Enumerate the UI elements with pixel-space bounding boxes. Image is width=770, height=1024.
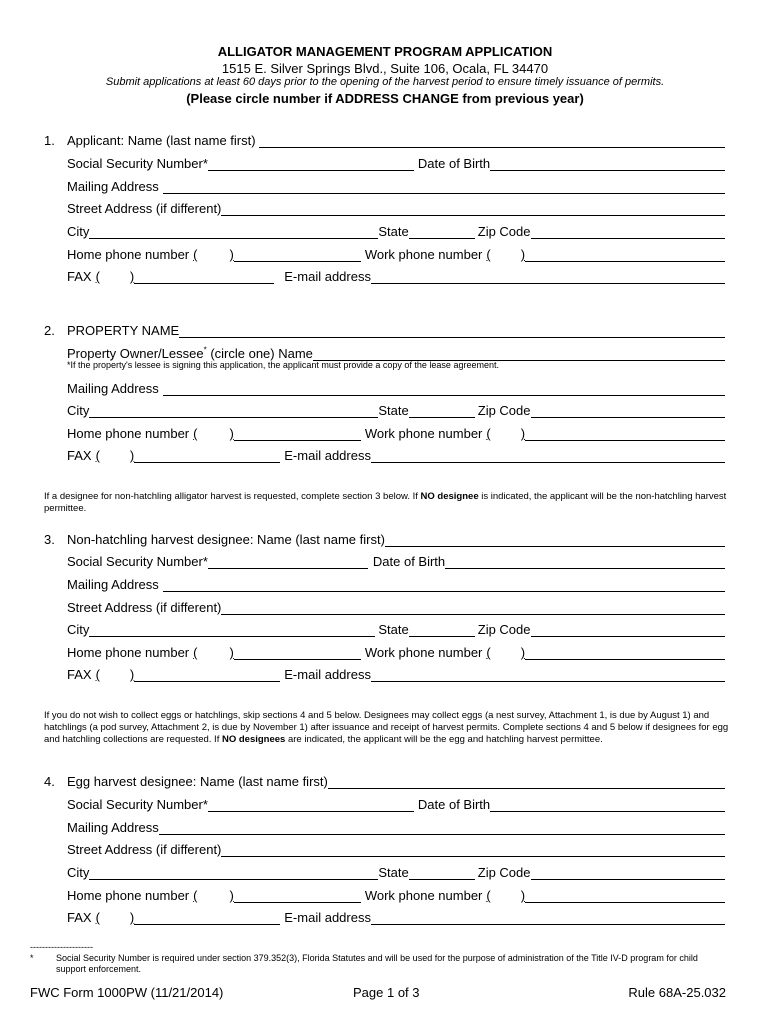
- s4-city-row: [67, 862, 725, 880]
- s4-fax-row: [67, 907, 725, 925]
- s2-owner-label: Property Owner/Lessee* (circle one) Name: [67, 345, 313, 361]
- s3-dob-field[interactable]: [445, 555, 725, 569]
- s3-city-field[interactable]: [89, 623, 375, 637]
- s4-ssn-row: [67, 794, 725, 812]
- s4-fax-label: FAX: [67, 910, 92, 925]
- s4-mailing-row: [67, 817, 725, 835]
- s4-home-phone-label: Home phone number: [67, 888, 190, 903]
- s4-name-field[interactable]: [328, 775, 725, 789]
- office-address: 1515 E. Silver Springs Blvd., Suite 106, Ocala, FL 34470: [221, 61, 549, 76]
- s3-work-phone-label: Work phone number: [364, 645, 483, 660]
- s4-phone-row: [67, 885, 725, 903]
- s3-email-field[interactable]: [371, 668, 725, 682]
- s4-email-field[interactable]: [371, 911, 725, 925]
- footnote-star: *: [30, 953, 34, 963]
- s3-email-label: E-mail address: [284, 667, 371, 682]
- s3-name-row: [44, 529, 725, 547]
- s4-fax-area-code[interactable]: ( ): [95, 910, 135, 925]
- s2-mailing-label: Mailing Address: [67, 381, 159, 396]
- s2-work-phone-label: Work phone number: [364, 426, 483, 441]
- s2-work-phone-field[interactable]: [525, 427, 725, 441]
- s3-fax-area-code[interactable]: ( ): [95, 667, 135, 682]
- s1-street-field[interactable]: [221, 202, 725, 216]
- rule-number: Rule 68A-25.032: [628, 985, 726, 1000]
- s2-state-field[interactable]: [409, 404, 475, 418]
- s4-street-label: Street Address (if different): [67, 842, 222, 857]
- s4-work-phone-label: Work phone number: [364, 888, 483, 903]
- s4-work-phone-field[interactable]: [525, 889, 725, 903]
- form-title: ALLIGATOR MANAGEMENT PROGRAM APPLICATION: [217, 44, 553, 59]
- s3-ssn-label: Social Security Number*: [67, 554, 208, 569]
- s3-work-area-code[interactable]: ( ): [486, 645, 526, 660]
- s2-email-field[interactable]: [371, 449, 725, 463]
- s2-state-label: State: [378, 403, 409, 418]
- s1-fax-area-code[interactable]: ( ): [95, 269, 135, 284]
- s4-name-row: [44, 771, 725, 789]
- s1-dob-label: Date of Birth: [417, 156, 491, 171]
- s2-city-label: City: [67, 403, 90, 418]
- s2-zip-label: Zip Code: [477, 403, 531, 418]
- s2-fax-area-code[interactable]: ( ): [95, 448, 135, 463]
- s3-home-phone-field[interactable]: [234, 646, 361, 660]
- s2-city-field[interactable]: [89, 404, 378, 418]
- s1-work-phone-field[interactable]: [525, 248, 725, 262]
- s4-dob-label: Date of Birth: [417, 797, 491, 812]
- s4-home-area-code[interactable]: ( ): [193, 888, 234, 903]
- s1-home-phone-label: Home phone number: [67, 247, 190, 262]
- s4-ssn-label: Social Security Number*: [67, 797, 208, 812]
- s4-street-row: [67, 839, 725, 857]
- s4-zip-field[interactable]: [531, 866, 726, 880]
- s1-ssn-field[interactable]: [208, 157, 414, 171]
- s1-city-row: [67, 221, 725, 239]
- s2-phone-row: [67, 423, 725, 441]
- s1-state-label: State: [378, 224, 409, 239]
- page-number: Page 1 of 3: [353, 985, 420, 1000]
- footnote-separator: ---------------------: [30, 942, 93, 952]
- s3-name-field[interactable]: [385, 533, 725, 547]
- form-id: FWC Form 1000PW (11/21/2014): [30, 985, 224, 1000]
- s2-lessee-note: *If the property's lessee is signing this application, the applicant must provide a copy of the lease agreement.: [67, 360, 499, 370]
- s3-mailing-row: [67, 574, 725, 592]
- ssn-footnote: [30, 953, 730, 975]
- s3-home-area-code[interactable]: ( ): [193, 645, 234, 660]
- s3-name-label: Non-hatchling harvest designee: Name (last name first): [67, 532, 385, 547]
- s2-work-area-code[interactable]: ( ): [486, 426, 526, 441]
- s4-name-label: Egg harvest designee: Name (last name first): [67, 774, 328, 789]
- s1-street-label: Street Address (if different): [67, 201, 222, 216]
- s2-fax-field[interactable]: [134, 449, 280, 463]
- s4-mailing-label: Mailing Address: [67, 820, 159, 835]
- egg-hatchling-note: If you do not wish to collect eggs or hatchlings, skip sections 4 and 5 below. Designees may collect eggs (a nest survey, Attachment 1, is due by August 1) and hatchlings (a pod survey, Attachment 2, is due by November 1) after issuance and receipt of harvest permits. Complete sections 4 and 5 below if designees for egg and hatchling collections are requested. If NO designees are indicated, the applicant will be the egg and hatchling harvest permittee.: [44, 710, 729, 745]
- s1-mailing-label: Mailing Address: [67, 179, 159, 194]
- s2-fax-label: FAX: [67, 448, 92, 463]
- s1-home-area-code[interactable]: ( ): [193, 247, 234, 262]
- s1-name-label: Applicant: Name (last name first): [67, 133, 256, 148]
- s2-home-phone-field[interactable]: [234, 427, 361, 441]
- s4-state-label: State: [378, 865, 409, 880]
- s1-number: 1.: [44, 133, 55, 148]
- s1-state-field[interactable]: [409, 225, 475, 239]
- s2-mailing-field[interactable]: [163, 382, 725, 396]
- s4-city-label: City: [67, 865, 90, 880]
- s1-zip-label: Zip Code: [477, 224, 531, 239]
- s4-mailing-field[interactable]: [159, 821, 725, 835]
- s2-owner-row: [67, 343, 725, 361]
- s3-number: 3.: [44, 532, 55, 547]
- s3-work-phone-field[interactable]: [525, 646, 725, 660]
- s1-mailing-field[interactable]: [163, 180, 725, 194]
- s3-ssn-row: [67, 551, 725, 569]
- s2-owner-field[interactable]: [313, 347, 725, 361]
- s1-dob-field[interactable]: [490, 157, 725, 171]
- s1-ssn-label: Social Security Number*: [67, 156, 208, 171]
- s4-zip-label: Zip Code: [477, 865, 531, 880]
- s3-state-label: State: [378, 622, 409, 637]
- s1-email-field[interactable]: [371, 270, 725, 284]
- s3-zip-field[interactable]: [531, 623, 726, 637]
- s4-home-phone-field[interactable]: [234, 889, 361, 903]
- s2-fax-row: [67, 445, 725, 463]
- address-change-note: (Please circle number if ADDRESS CHANGE from previous year): [186, 91, 584, 106]
- s3-street-field[interactable]: [221, 601, 725, 615]
- s4-state-field[interactable]: [409, 866, 475, 880]
- s1-work-area-code[interactable]: ( ): [486, 247, 526, 262]
- s1-phone-row: [67, 244, 725, 262]
- s1-fax-field[interactable]: [134, 270, 274, 284]
- submit-note: Submit applications at least 60 days prior to the opening of the harvest period to ensure timely issuance of permits.: [105, 76, 665, 88]
- s3-state-field[interactable]: [409, 623, 475, 637]
- s3-city-label: City: [67, 622, 90, 637]
- s4-work-area-code[interactable]: ( ): [486, 888, 526, 903]
- s3-ssn-field[interactable]: [208, 555, 368, 569]
- s2-zip-field[interactable]: [531, 404, 726, 418]
- s3-phone-row: [67, 642, 725, 660]
- s1-city-field[interactable]: [89, 225, 378, 239]
- s2-number: 2.: [44, 323, 55, 338]
- s1-fax-label: FAX: [67, 269, 92, 284]
- s1-fax-row: [67, 266, 725, 284]
- s1-home-phone-field[interactable]: [234, 248, 361, 262]
- s1-street-row: [67, 198, 725, 216]
- s3-dob-label: Date of Birth: [372, 554, 446, 569]
- s3-zip-label: Zip Code: [477, 622, 531, 637]
- s2-home-phone-label: Home phone number: [67, 426, 190, 441]
- s3-fax-field[interactable]: [134, 668, 280, 682]
- s1-mailing-row: [67, 176, 725, 194]
- s2-email-label: E-mail address: [284, 448, 371, 463]
- s4-number: 4.: [44, 774, 55, 789]
- s2-home-area-code[interactable]: ( ): [193, 426, 234, 441]
- s1-work-phone-label: Work phone number: [364, 247, 483, 262]
- s3-home-phone-label: Home phone number: [67, 645, 190, 660]
- s2-property-label: PROPERTY NAME: [67, 323, 180, 338]
- s1-ssn-row: [67, 153, 725, 171]
- s4-ssn-field[interactable]: [208, 798, 414, 812]
- s1-email-label: E-mail address: [284, 269, 371, 284]
- s2-property-row: [44, 320, 725, 338]
- s3-mailing-field[interactable]: [163, 578, 725, 592]
- s1-city-label: City: [67, 224, 90, 239]
- s3-street-label: Street Address (if different): [67, 600, 222, 615]
- s3-fax-row: [67, 664, 725, 682]
- s3-city-row: [67, 619, 725, 637]
- s2-city-row: [67, 400, 725, 418]
- s3-fax-label: FAX: [67, 667, 92, 682]
- s4-city-field[interactable]: [89, 866, 378, 880]
- designee-note: If a designee for non-hatchling alligator harvest is requested, complete section 3 below. If NO designee is indicated, the applicant will be the non-hatchling harvest permittee.: [44, 491, 727, 514]
- s3-mailing-label: Mailing Address: [67, 577, 159, 592]
- s3-street-row: [67, 597, 725, 615]
- s1-zip-field[interactable]: [531, 225, 726, 239]
- s4-street-field[interactable]: [221, 843, 725, 857]
- s1-name-field[interactable]: [259, 134, 725, 148]
- s2-property-field[interactable]: [179, 324, 725, 338]
- s1-name-row: [44, 130, 725, 148]
- s4-email-label: E-mail address: [284, 910, 371, 925]
- s4-fax-field[interactable]: [134, 911, 280, 925]
- s2-mailing-row: [67, 378, 725, 396]
- footnote-text: Social Security Number is required under section 379.352(3), Florida Statutes and will be used for the purpose of administration of the Title IV-D program for child support enforcement.: [56, 953, 698, 974]
- s4-dob-field[interactable]: [490, 798, 725, 812]
